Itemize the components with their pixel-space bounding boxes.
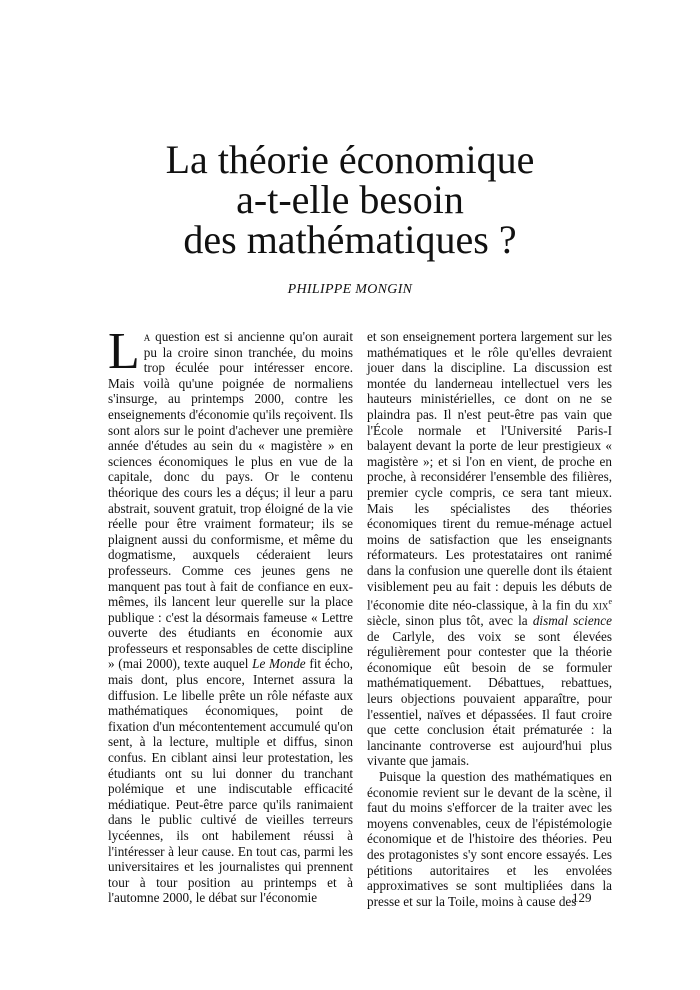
dismal-science-phrase: dismal science xyxy=(532,613,612,629)
lead-small-caps: a xyxy=(143,329,151,344)
right-text-b: siècle, sinon plus tôt, avec la xyxy=(367,613,533,629)
right-paragraph-2: Puisque la question des mathématiques en économie revient sur le devant de la scène, il faut du moins s'efforcer de la traiter avec les moyens convenables, ceux de l'épistémologie économique et de l'histoire des théories. Peu des protagonistes s'y sont encore essayés. Les pétitions autoritaires et les envolées approximatives se sont multipliées dans la presse et sur la Toile, moins à cause des xyxy=(367,769,612,909)
drop-cap: L xyxy=(108,323,140,380)
title-line-1: La théorie économique xyxy=(165,137,535,182)
newspaper-title: Le Monde xyxy=(252,656,306,672)
right-paragraph-1 xyxy=(367,329,612,769)
left-text-a: question est si ancienne qu'on aurait pu la croire sinon tranchée, du moins trop éculée pour intéresser encore. Mais voilà qu'une poignée de normaliens s'insurge, au printemps 2000, contre les enseignements d'économie qu'ils reçoivent. Ils sont alors sur le point d'achever une première année d'études au sein du « magistère » en sciences économiques le plus en vue de la capitale, donc du pays. Or le contenu théorique des cours les a déçus; il leur a paru abstrait, souvent gratuit, trop éloigné de la vie réelle pour être vraiment formateur; ils se plaignent aussi du conformisme, et même du dogmatisme, auxquels céderaient leurs professeurs. Comme ces jeunes gens ne manquent pas tout à fait de confiance en eux-mêmes, ils lancent leur querelle sur la place publique : c'est la désormais fameuse « Lettre ouverte des étudiants en économie aux professeurs et responsables de cette discipline » (mai 2000), texte auquel xyxy=(108,329,353,672)
right-text-c: de Carlyle, des voix se sont élevées régulièrement pour contester que la théorie économique eût besoin de se formuler mathématiquement. Débattues, rebattues, leurs objections pouvaient apparaître, pour l'essentiel, naïves et dépassées. Il faut croire que cette conclusion était prématurée : la lancinante controverse est aujourd'hui plus vivante que jamais. xyxy=(367,628,612,769)
right-column xyxy=(367,329,612,909)
page-number: 129 xyxy=(572,890,592,905)
title-line-2: a-t-elle besoin xyxy=(236,177,464,222)
article-title xyxy=(0,137,700,262)
right-text-a: et son enseignement portera largement sur les mathématiques et le rôle qu'elles devraient jouer dans la discipline. La discussion est montée du landerneau intellectuel vers les hauteurs ministérielles, ce dont on ne se plaindra pas. Il n'est peut-être pas vain que l'École normale et l'Université Paris-I balayent devant la porte de leur prestigieux « magistère »; et si l'on en vient, de proche en proche, à reconsidérer l'ensemble des filières, premier cycle compris, ce sera tant mieux. Mais les spécialistes des théories économiques tirent du remue-ménage actuel moins de satisfaction que les enseignants réformateurs. Les protestataires ont ranimé dans la confusion une querelle dont ils étaient visiblement peu au fait : depuis les débuts de l'économie dite néo-classique, à la fin du xyxy=(367,329,612,613)
left-text-b: fit écho, mais dont, plus encore, Internet assura la diffusion. Le libelle prête un rôle néfaste aux mathématiques économiques, point de fixation d'un mécontentement accumulé qu'on sent, à la lecture, multiple et diffus, sinon confus. En ciblant ainsi leur protestation, les étudiants ont su lui donner du tranchant polémique et une indiscutable efficacité médiatique. Peut-être parce qu'ils ranimaient dans le public cultivé de vieilles terreurs lycéennes, ils ont habilement réussi à l'intéresser à leur cause. En tout cas, parmi les universitaires et les journalistes qui prennent tour à tour position au printemps et à l'automne 2000, le débat sur l'économie xyxy=(108,656,353,906)
century-superscript: e xyxy=(608,597,612,607)
title-line-3: des mathématiques ? xyxy=(183,217,517,262)
left-column xyxy=(108,323,353,906)
left-paragraph-1 xyxy=(108,323,353,906)
century-numeral: xix xyxy=(592,597,609,613)
article-author: PHILIPPE MONGIN xyxy=(287,282,413,297)
